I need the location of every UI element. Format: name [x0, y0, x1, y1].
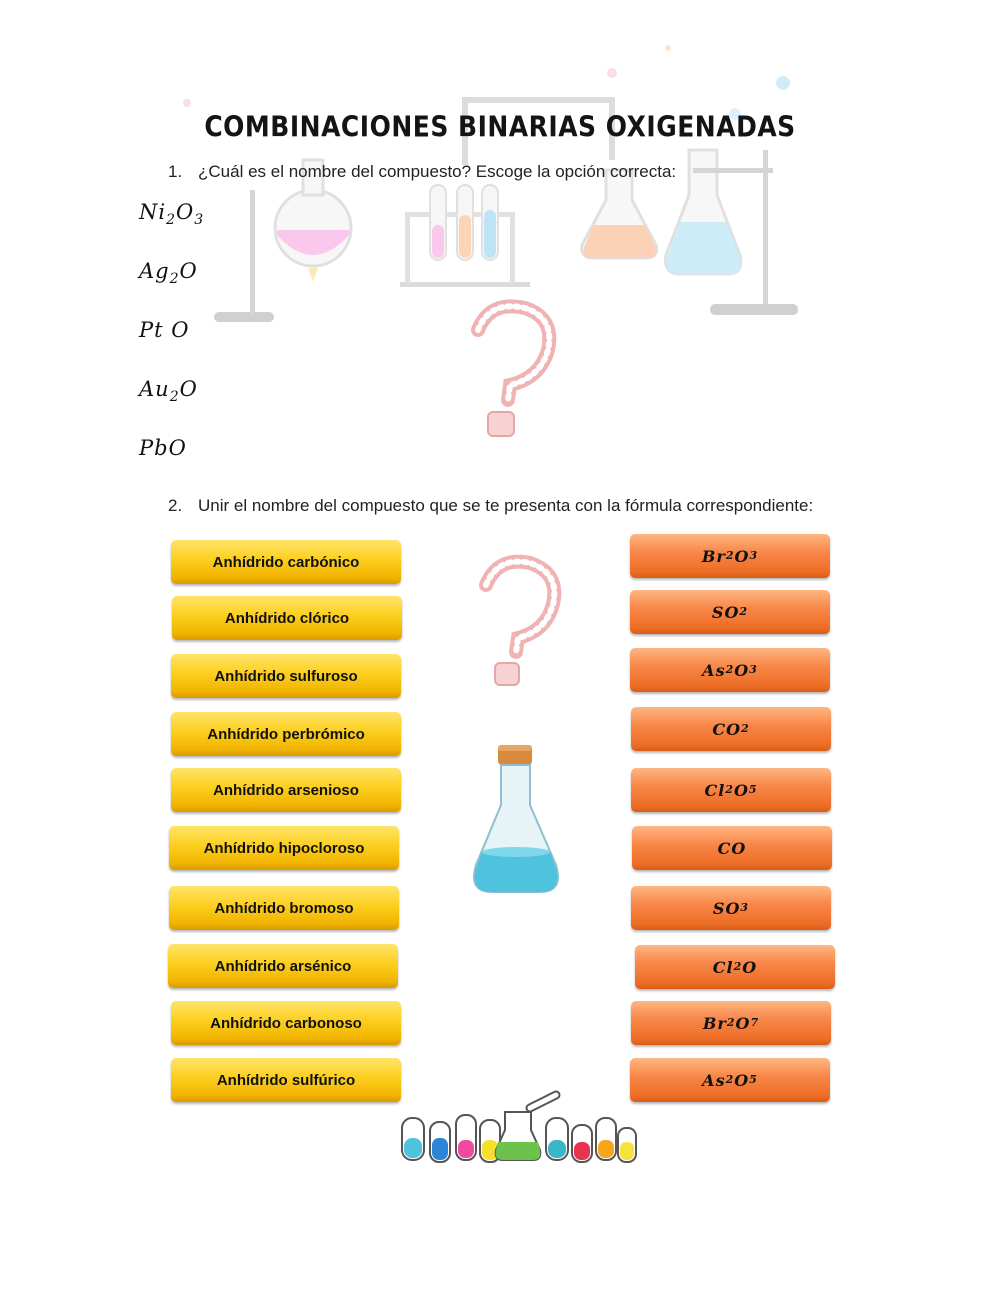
compound-name-box[interactable]: Anhídrido carbonoso: [171, 1001, 401, 1045]
compound-name-box[interactable]: Anhídrido sulfuroso: [171, 654, 401, 698]
formula-symbol: Ag: [139, 259, 170, 283]
formula-box[interactable]: SO 3: [631, 886, 831, 930]
formula-symbol: CO: [717, 838, 747, 858]
formula-symbol: SO: [711, 602, 740, 622]
compound-name-box[interactable]: Anhídrido clórico: [172, 596, 402, 640]
formula-symbol: O: [179, 377, 198, 401]
question-2: [168, 496, 813, 516]
formula-box[interactable]: As 2 O 3: [630, 648, 830, 692]
formula-subscript: 2: [169, 271, 180, 287]
formula-option[interactable]: [139, 377, 198, 405]
formula-symbol: PbO: [139, 436, 187, 460]
formula-symbol: Ni: [139, 200, 167, 224]
formula-box[interactable]: SO 2: [630, 590, 830, 634]
formula-box[interactable]: As 2 O 5: [630, 1058, 830, 1102]
formula-option[interactable]: [139, 200, 205, 228]
question-number: 2.: [168, 496, 183, 515]
formula-symbol: O: [176, 200, 195, 224]
formula-symbol: O: [742, 957, 758, 977]
compound-name-box[interactable]: Anhídrido bromoso: [169, 886, 399, 930]
compound-name-box[interactable]: Anhídrido arsénico: [168, 944, 398, 988]
formula-box[interactable]: Br 2 O 3: [630, 534, 830, 578]
formula-option[interactable]: [139, 318, 189, 342]
compound-name-box[interactable]: Anhídrido hipocloroso: [169, 826, 399, 870]
formula-symbol: O: [179, 259, 198, 283]
test-tubes-border-icon: [402, 1095, 636, 1162]
formula-symbol: O: [734, 546, 750, 566]
formula-symbol: O: [734, 1070, 750, 1090]
formula-box[interactable]: Cl 2 O: [635, 945, 835, 989]
page-title: COMBINACIONES BINARIAS OXIGENADAS: [204, 109, 796, 144]
formula-symbol: CO: [712, 719, 741, 739]
compound-name-box[interactable]: Anhídrido arsenioso: [171, 768, 401, 812]
compound-name-box[interactable]: Anhídrido perbrómico: [171, 712, 401, 756]
formula-option[interactable]: [139, 436, 187, 460]
formula-box[interactable]: Cl 2 O 5: [631, 768, 831, 812]
question-text: Unir el nombre del compuesto que se te presenta con la fórmula correspondiente:: [198, 496, 814, 515]
formula-symbol: Br: [702, 1013, 727, 1033]
formula-symbol: O: [733, 780, 749, 800]
question-mark-icon: [478, 306, 549, 436]
compound-name-box[interactable]: Anhídrido carbónico: [171, 540, 401, 584]
formula-symbol: Cl: [712, 957, 734, 977]
formula-box[interactable]: Br 2 O 7: [631, 1001, 831, 1045]
compound-name-box[interactable]: Anhídrido sulfúrico: [171, 1058, 401, 1102]
formula-subscript: 2: [169, 389, 180, 405]
formula-symbol: Cl: [704, 780, 726, 800]
formula-box[interactable]: [632, 826, 832, 870]
formula-symbol: O: [735, 1013, 751, 1033]
erlenmeyer-flask-icon: [474, 745, 558, 892]
question-number: 1.: [168, 162, 183, 181]
formula-box[interactable]: CO 2: [631, 707, 831, 751]
formula-symbol: As: [702, 660, 726, 680]
formula-symbol: O: [734, 660, 750, 680]
formula-symbol: Br: [701, 546, 726, 566]
formula-subscript: 3: [194, 212, 205, 228]
formula-symbol: Au: [139, 377, 170, 401]
question-mark-icon: [486, 562, 554, 685]
question-text: ¿Cuál es el nombre del compuesto? Escoge la opción correcta:: [198, 162, 677, 181]
formula-symbol: SO: [712, 898, 741, 918]
formula-option[interactable]: [139, 259, 198, 287]
formula-symbol: As: [702, 1070, 726, 1090]
formula-symbol: Pt O: [139, 318, 190, 342]
formula-subscript: 2: [166, 212, 177, 228]
question-1: [168, 162, 676, 182]
